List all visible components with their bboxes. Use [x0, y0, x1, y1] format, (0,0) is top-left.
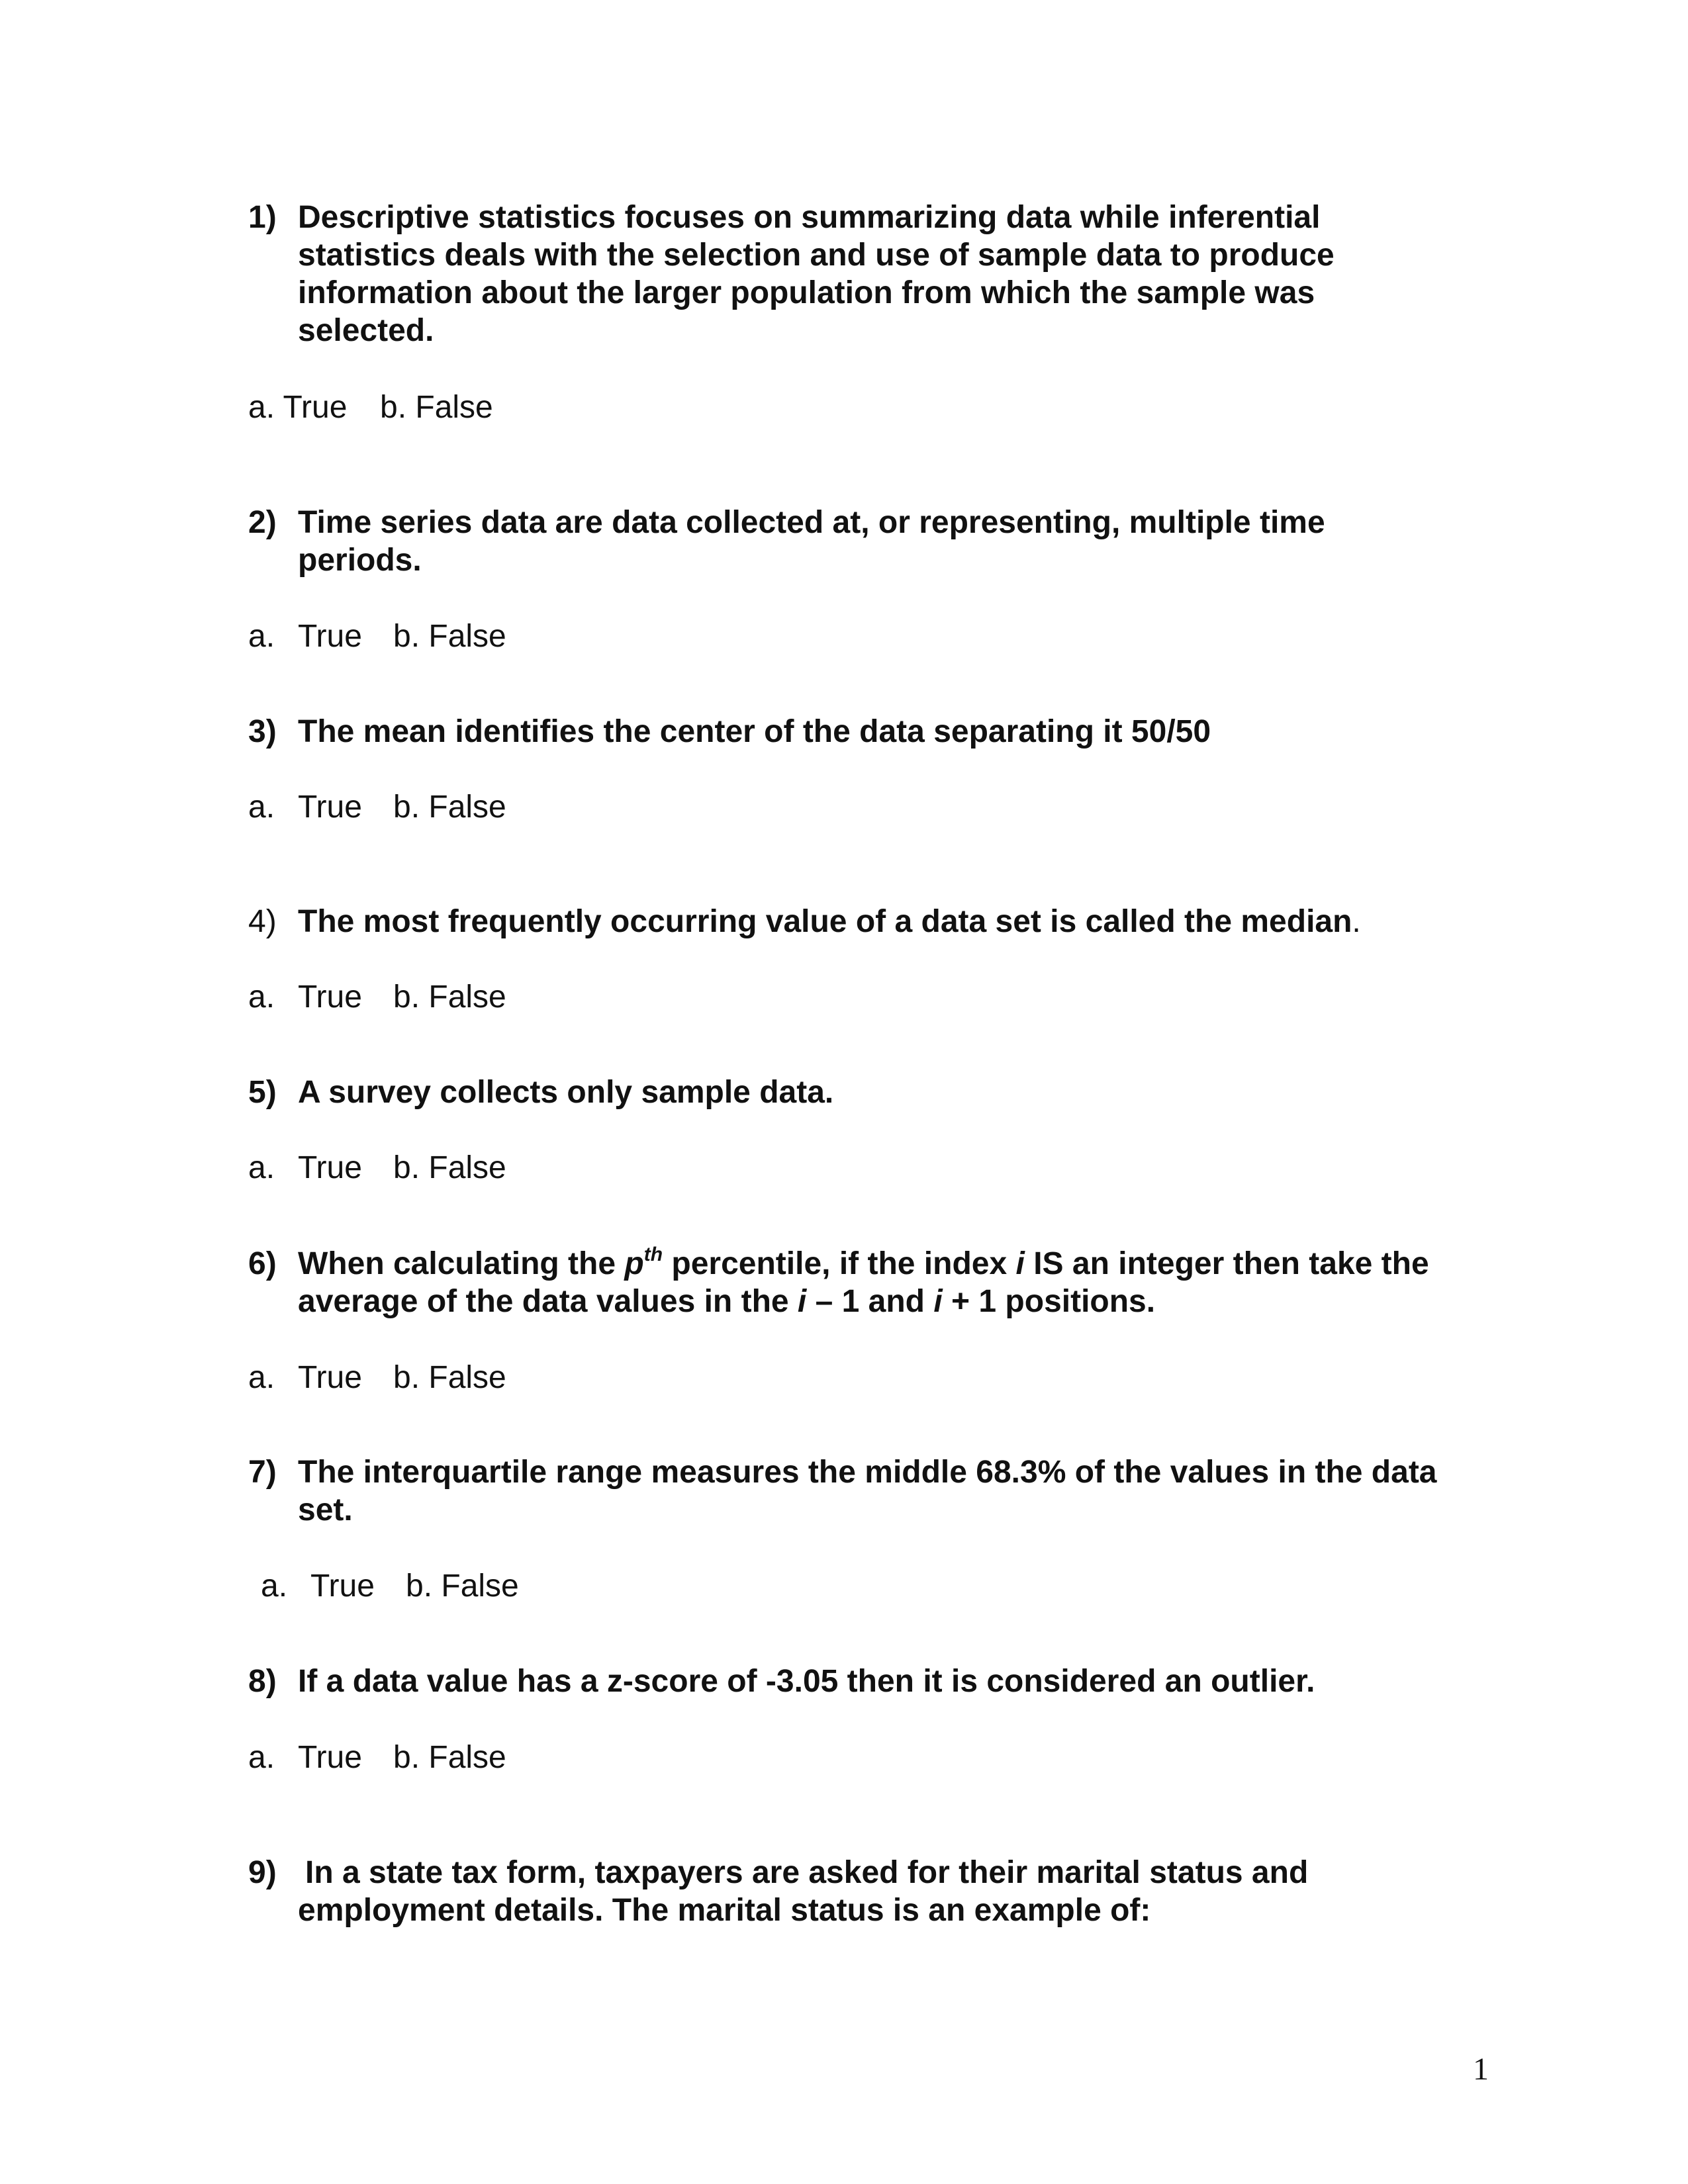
- question-line: In a state tax form, taxpayers are asked for their marital status and: [305, 1855, 1309, 1890]
- question-text: [298, 1245, 1509, 1320]
- question-text: [298, 1073, 1509, 1111]
- question-number: 8): [248, 1664, 277, 1699]
- option-true: True: [298, 619, 362, 654]
- page-number: 1: [1473, 2052, 1489, 2087]
- option-a: a.: [261, 1569, 288, 1604]
- var-p: p: [624, 1246, 644, 1281]
- question-text: [298, 504, 1509, 579]
- question-line: The mean identifies the center of the data separating it 50/50: [298, 714, 1211, 749]
- question-line: A survey collects only sample data.: [298, 1075, 834, 1110]
- question-line: selected.: [298, 313, 434, 348]
- question-line: The interquartile range measures the middle 68.3% of the values in the data: [298, 1455, 1437, 1490]
- question-text: [298, 713, 1509, 751]
- question-text: [298, 1854, 1509, 1929]
- question-number: 1): [248, 200, 277, 235]
- question-text: [298, 199, 1509, 349]
- option-a: a.: [248, 790, 275, 825]
- question-number: 9): [248, 1855, 277, 1890]
- question-period: .: [1352, 904, 1361, 939]
- question-line: Descriptive statistics focuses on summarizing data while inferential: [298, 200, 1321, 235]
- option-a: a.: [248, 1360, 275, 1395]
- option-false: b. False: [393, 1150, 506, 1185]
- question-line: Time series data are data collected at, or representing, multiple time: [298, 505, 1325, 540]
- question-line: average of the data values in the i – 1 and i + 1 positions.: [298, 1284, 1156, 1319]
- option-true: True: [298, 979, 362, 1015]
- question-line: If a data value has a z-score of -3.05 then it is considered an outlier.: [298, 1664, 1315, 1699]
- option-true: a. True: [248, 390, 348, 425]
- question-line: statistics deals with the selection and use of sample data to produce: [298, 238, 1335, 273]
- var-i: i: [1015, 1246, 1025, 1281]
- question-number: 6): [248, 1246, 277, 1281]
- question-number: 2): [248, 505, 277, 540]
- option-true: True: [298, 1360, 362, 1395]
- option-false: b. False: [406, 1569, 519, 1604]
- question-text: [298, 903, 1509, 940]
- question-line: periods.: [298, 543, 422, 578]
- option-a: a.: [248, 1740, 275, 1775]
- question-line: The most frequently occurring value of a data set is called the median: [298, 904, 1352, 939]
- question-text: [298, 1662, 1509, 1700]
- option-false: b. False: [393, 790, 506, 825]
- option-true: True: [298, 1740, 362, 1775]
- option-false: b. False: [393, 1360, 506, 1395]
- option-false: b. False: [393, 619, 506, 654]
- question-line: employment details. The marital status is an example of:: [298, 1893, 1151, 1928]
- option-a: a.: [248, 619, 275, 654]
- option-false: b. False: [380, 390, 493, 425]
- question-number: 3): [248, 714, 277, 749]
- question-line: When calculating the $p^{th}$ percentile, if the index i IS an integer then take the: [298, 1244, 1429, 1281]
- question-number: 4): [248, 904, 277, 939]
- var-i: i: [933, 1284, 943, 1319]
- var-i: i: [797, 1284, 807, 1319]
- option-true: True: [298, 1150, 362, 1185]
- option-true: True: [310, 1569, 375, 1604]
- question-line: information about the larger population from which the sample was: [298, 275, 1315, 310]
- question-line: set.: [298, 1492, 353, 1527]
- question-number: 7): [248, 1455, 277, 1490]
- option-a: a.: [248, 1150, 275, 1185]
- option-false: b. False: [393, 979, 506, 1015]
- question-text: [298, 1453, 1509, 1529]
- option-true: True: [298, 790, 362, 825]
- superscript-th: th: [643, 1244, 663, 1265]
- question-number: 5): [248, 1075, 277, 1110]
- option-false: b. False: [393, 1740, 506, 1775]
- option-a: a.: [248, 979, 275, 1015]
